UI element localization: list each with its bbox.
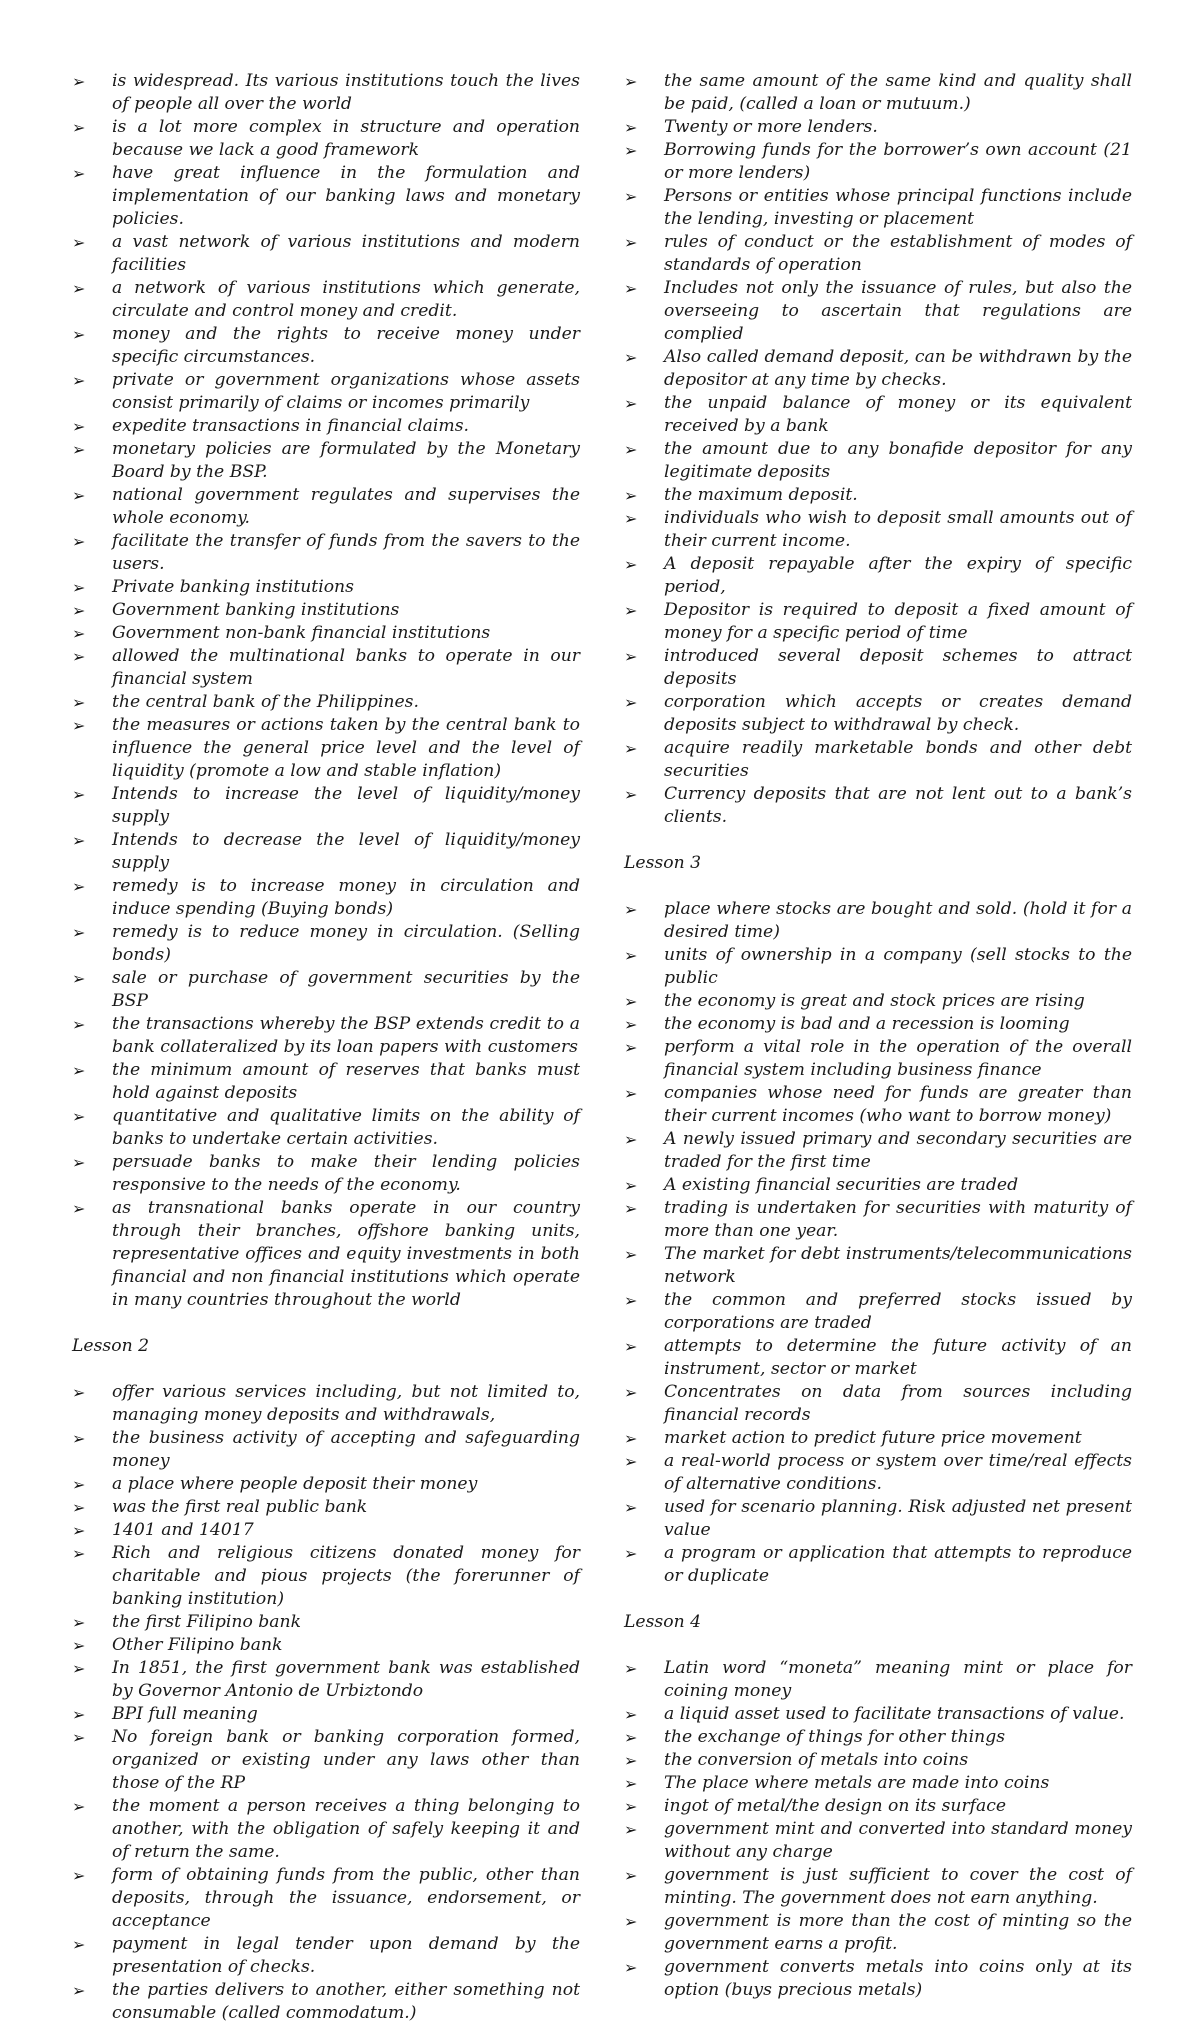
arrow-bullet-icon: ➢	[624, 1199, 638, 1218]
bullet-text: is widespread. Its various institutions touch the lives of people all over the world	[112, 71, 580, 114]
bullet-text: Persons or entities whose principal functions include the lending, investing or placement	[664, 186, 1132, 229]
bullet-item	[624, 484, 1132, 507]
bullet-item	[72, 1059, 580, 1105]
bullet-text: was the first real public bank	[112, 1497, 368, 1517]
bullet-text: Intends to increase the level of liquidity/money supply	[112, 784, 580, 827]
bullet-item	[624, 1427, 1132, 1450]
bullet-item	[624, 691, 1132, 737]
arrow-bullet-icon: ➢	[624, 900, 638, 919]
bullet-text: Intends to decrease the level of liquidity/money supply	[112, 830, 580, 873]
arrow-bullet-icon: ➢	[624, 1130, 638, 1149]
arrow-bullet-icon: ➢	[72, 923, 86, 942]
bullet-item	[72, 1013, 580, 1059]
arrow-bullet-icon: ➢	[72, 1429, 86, 1448]
bullet-item	[72, 691, 580, 714]
bullet-text: Concentrates on data from sources including financial records	[664, 1382, 1132, 1425]
bullet-text: rules of conduct or the establishment of modes of standards of operation	[664, 232, 1132, 275]
arrow-bullet-icon: ➢	[72, 969, 86, 988]
bullet-item	[72, 1197, 580, 1312]
bullet-item	[624, 70, 1132, 116]
bullet-item	[72, 1496, 580, 1519]
bullet-item	[624, 1818, 1132, 1864]
arrow-bullet-icon: ➢	[624, 233, 638, 252]
bullet-item	[72, 967, 580, 1013]
arrow-bullet-icon: ➢	[72, 1705, 86, 1724]
bullet-item	[624, 1795, 1132, 1818]
bullet-text: the exchange of things for other things	[664, 1727, 1006, 1747]
bullet-item	[624, 990, 1132, 1013]
bullet-text: attempts to determine the future activity of an instrument, sector or market	[664, 1336, 1132, 1379]
bullet-item	[72, 1151, 580, 1197]
bullet-list	[624, 1657, 1132, 2002]
bullet-item	[72, 1611, 580, 1634]
arrow-bullet-icon: ➢	[72, 440, 86, 459]
bullet-text: Government banking institutions	[112, 600, 400, 620]
bullet-item	[72, 277, 580, 323]
arrow-bullet-icon: ➢	[72, 601, 86, 620]
bullet-item	[72, 599, 580, 622]
arrow-bullet-icon: ➢	[624, 946, 638, 965]
bullet-text: government is more than the cost of minting so the government earns a profit.	[664, 1911, 1132, 1954]
bullet-text: have great influence in the formulation and implementation of our banking laws and monetary policies.	[112, 163, 580, 229]
arrow-bullet-icon: ➢	[72, 578, 86, 597]
arrow-bullet-icon: ➢	[72, 1728, 86, 1747]
bullet-item	[624, 645, 1132, 691]
bullet-item	[72, 116, 580, 162]
bullet-text: payment in legal tender upon demand by the presentation of checks.	[112, 1934, 580, 1977]
bullet-text: trading is undertaken for securities with maturity of more than one year.	[664, 1198, 1132, 1241]
arrow-bullet-icon: ➢	[72, 1636, 86, 1655]
arrow-bullet-icon: ➢	[72, 486, 86, 505]
bullet-item	[72, 231, 580, 277]
bullet-text: 1401 and 14017	[112, 1520, 254, 1540]
bullet-item	[624, 1657, 1132, 1703]
bullet-text: a place where people deposit their money	[112, 1474, 478, 1494]
arrow-bullet-icon: ➢	[624, 72, 638, 91]
lesson-2-section	[72, 1335, 580, 2025]
bullet-item	[624, 346, 1132, 392]
bullet-text: place where stocks are bought and sold. (hold it for a desired time)	[664, 899, 1132, 942]
bullet-item	[72, 1105, 580, 1151]
bullet-text: national government regulates and supervises the whole economy.	[112, 485, 580, 528]
bullet-text: the same amount of the same kind and quality shall be paid, (called a loan or mutuum.)	[664, 71, 1132, 114]
bullet-item	[72, 1703, 580, 1726]
bullet-text: Twenty or more lenders.	[664, 117, 878, 137]
arrow-bullet-icon: ➢	[72, 118, 86, 137]
arrow-bullet-icon: ➢	[72, 1544, 86, 1563]
bullet-text: monetary policies are formulated by the Monetary Board by the BSP.	[112, 439, 580, 482]
bullet-text: the business activity of accepting and safeguarding money	[112, 1428, 580, 1471]
arrow-bullet-icon: ➢	[72, 532, 86, 551]
bullet-text: perform a vital role in the operation of the overall financial system including business finance	[664, 1037, 1132, 1080]
bullet-item	[624, 1864, 1132, 1910]
arrow-bullet-icon: ➢	[72, 831, 86, 850]
bullet-text: Rich and religious citizens donated money for charitable and pious projects (the forerunner of banking institution)	[112, 1543, 580, 1609]
bullet-item	[72, 530, 580, 576]
arrow-bullet-icon: ➢	[72, 279, 86, 298]
bullet-item	[72, 1933, 580, 1979]
bullet-item	[624, 1542, 1132, 1588]
bullet-list	[624, 70, 1132, 829]
arrow-bullet-icon: ➢	[72, 1613, 86, 1632]
bullet-item	[624, 1335, 1132, 1381]
arrow-bullet-icon: ➢	[72, 1935, 86, 1954]
arrow-bullet-icon: ➢	[624, 1751, 638, 1770]
arrow-bullet-icon: ➢	[72, 1866, 86, 1885]
arrow-bullet-icon: ➢	[624, 785, 638, 804]
bullet-item	[72, 1634, 580, 1657]
arrow-bullet-icon: ➢	[624, 647, 638, 666]
arrow-bullet-icon: ➢	[72, 716, 86, 735]
bullet-item	[72, 1726, 580, 1795]
bullet-item	[624, 1013, 1132, 1036]
arrow-bullet-icon: ➢	[624, 1774, 638, 1793]
bullet-text: In 1851, the first government bank was established by Governor Antonio de Urbiztondo	[112, 1658, 580, 1701]
arrow-bullet-icon: ➢	[624, 1912, 638, 1931]
arrow-bullet-icon: ➢	[624, 1084, 638, 1103]
arrow-bullet-icon: ➢	[624, 141, 638, 160]
bullet-text: remedy is to increase money in circulation and induce spending (Buying bonds)	[112, 876, 580, 919]
bullet-item	[72, 1979, 580, 2025]
arrow-bullet-icon: ➢	[72, 1015, 86, 1034]
bullet-item	[624, 737, 1132, 783]
bullet-text: is a lot more complex in structure and operation because we lack a good framework	[112, 117, 580, 160]
arrow-bullet-icon: ➢	[624, 739, 638, 758]
arrow-bullet-icon: ➢	[624, 1291, 638, 1310]
arrow-bullet-icon: ➢	[72, 647, 86, 666]
bullet-item	[72, 1519, 580, 1542]
bullet-text: the minimum amount of reserves that banks must hold against deposits	[112, 1060, 580, 1103]
bullet-text: the central bank of the Philippines.	[112, 692, 419, 712]
arrow-bullet-icon: ➢	[72, 1797, 86, 1816]
bullet-text: acquire readily marketable bonds and other debt securities	[664, 738, 1132, 781]
arrow-bullet-icon: ➢	[624, 555, 638, 574]
bullet-item	[72, 829, 580, 875]
bullet-item	[624, 1450, 1132, 1496]
lesson-3-section	[624, 852, 1132, 1588]
bullet-item	[72, 323, 580, 369]
arrow-bullet-icon: ➢	[624, 118, 638, 137]
arrow-bullet-icon: ➢	[624, 1015, 638, 1034]
bullet-item	[72, 162, 580, 231]
arrow-bullet-icon: ➢	[72, 1107, 86, 1126]
arrow-bullet-icon: ➢	[624, 509, 638, 528]
arrow-bullet-icon: ➢	[72, 1153, 86, 1172]
bullet-text: private or government organizations whose assets consist primarily of claims or incomes primarily	[112, 370, 580, 413]
arrow-bullet-icon: ➢	[72, 417, 86, 436]
lesson-4-section	[624, 1611, 1132, 2002]
bullet-text: market action to predict future price movement	[664, 1428, 1082, 1448]
bullet-text: A newly issued primary and secondary securities are traded for the first time	[664, 1129, 1132, 1172]
lesson-heading: Lesson 3	[624, 853, 702, 873]
bullet-text: Government non-bank financial institutions	[112, 623, 491, 643]
arrow-bullet-icon: ➢	[72, 233, 86, 252]
bullet-item	[624, 1749, 1132, 1772]
bullet-item	[72, 1864, 580, 1933]
bullet-item	[624, 116, 1132, 139]
bullet-item	[624, 898, 1132, 944]
bullet-text: the unpaid balance of money or its equivalent received by a bank	[664, 393, 1132, 436]
bullet-text: a network of various institutions which generate, circulate and control money and credit.	[112, 278, 580, 321]
bullet-text: companies whose need for funds are greater than their current incomes (who want to borrow money)	[664, 1083, 1132, 1126]
bullet-text: the measures or actions taken by the central bank to influence the general price level and the level of liquidity (promote a low and stable inflation)	[112, 715, 580, 781]
arrow-bullet-icon: ➢	[72, 1498, 86, 1517]
arrow-bullet-icon: ➢	[624, 1337, 638, 1356]
bullet-text: expedite transactions in financial claims.	[112, 416, 469, 436]
bullet-text: a vast network of various institutions and modern facilities	[112, 232, 580, 275]
bullet-text: A deposit repayable after the expiry of specific period,	[664, 554, 1132, 597]
bullet-item	[72, 783, 580, 829]
bullet-text: the first Filipino bank	[112, 1612, 302, 1632]
bullet-text: Borrowing funds for the borrower’s own account (21 or more lenders)	[664, 140, 1132, 183]
bullet-item	[624, 1726, 1132, 1749]
bullet-item	[72, 921, 580, 967]
arrow-bullet-icon: ➢	[624, 187, 638, 206]
bullet-text: facilitate the transfer of funds from the savers to the users.	[112, 531, 580, 574]
bullet-list	[72, 1381, 580, 2025]
arrow-bullet-icon: ➢	[72, 1475, 86, 1494]
arrow-bullet-icon: ➢	[72, 624, 86, 643]
bullet-text: Latin word “moneta” meaning mint or place for coining money	[664, 1658, 1132, 1701]
arrow-bullet-icon: ➢	[72, 785, 86, 804]
bullet-item	[624, 1956, 1132, 2002]
bullet-text: Other Filipino bank	[112, 1635, 283, 1655]
bullet-item	[72, 875, 580, 921]
bullet-item	[72, 1795, 580, 1864]
bullet-item	[624, 1289, 1132, 1335]
bullet-item	[624, 1082, 1132, 1128]
arrow-bullet-icon: ➢	[624, 1383, 638, 1402]
arrow-bullet-icon: ➢	[624, 1866, 638, 1885]
bullet-text: quantitative and qualitative limits on the ability of banks to undertake certain activities.	[112, 1106, 580, 1149]
bullet-item	[72, 438, 580, 484]
bullet-item	[72, 369, 580, 415]
bullet-text: a liquid asset used to facilitate transactions of value.	[664, 1704, 1125, 1724]
bullet-item	[72, 1473, 580, 1496]
arrow-bullet-icon: ➢	[624, 1452, 638, 1471]
bullet-text: a real-world process or system over time/real effects of alternative conditions.	[664, 1451, 1132, 1494]
bullet-item	[624, 1036, 1132, 1082]
arrow-bullet-icon: ➢	[72, 1383, 86, 1402]
bullet-item	[624, 277, 1132, 346]
bullet-text: corporation which accepts or creates demand deposits subject to withdrawal by check.	[664, 692, 1132, 735]
bullet-item	[72, 1427, 580, 1473]
bullet-text: Includes not only the issuance of rules, but also the overseeing to ascertain that regulations are complied	[664, 278, 1132, 344]
bullet-text: the common and preferred stocks issued by corporations are traded	[664, 1290, 1132, 1333]
arrow-bullet-icon: ➢	[72, 325, 86, 344]
bullet-item	[72, 714, 580, 783]
arrow-bullet-icon: ➢	[624, 601, 638, 620]
arrow-bullet-icon: ➢	[624, 1797, 638, 1816]
arrow-bullet-icon: ➢	[72, 1199, 86, 1218]
bullet-text: The market for debt instruments/telecommunications network	[664, 1244, 1132, 1287]
bullet-item	[624, 1496, 1132, 1542]
bullet-text: the conversion of metals into coins	[664, 1750, 969, 1770]
bullet-item	[72, 1381, 580, 1427]
arrow-bullet-icon: ➢	[624, 1498, 638, 1517]
bullet-item	[72, 576, 580, 599]
arrow-bullet-icon: ➢	[72, 164, 86, 183]
arrow-bullet-icon: ➢	[624, 1659, 638, 1678]
bullet-item	[624, 1381, 1132, 1427]
bullet-item	[624, 1703, 1132, 1726]
bullet-text: money and the rights to receive money under specific circumstances.	[112, 324, 580, 367]
bullet-text: remedy is to reduce money in circulation. (Selling bonds)	[112, 922, 580, 965]
bullet-item	[624, 1243, 1132, 1289]
bullet-text: introduced several deposit schemes to attract deposits	[664, 646, 1132, 689]
arrow-bullet-icon: ➢	[624, 992, 638, 1011]
bullet-text: form of obtaining funds from the public, other than deposits, through the issuance, endorsement, or acceptance	[112, 1865, 580, 1931]
arrow-bullet-icon: ➢	[624, 1245, 638, 1264]
right-column	[624, 70, 1132, 2002]
arrow-bullet-icon: ➢	[624, 1544, 638, 1563]
arrow-bullet-icon: ➢	[624, 1038, 638, 1057]
bullet-item	[624, 507, 1132, 553]
bullet-item	[624, 139, 1132, 185]
arrow-bullet-icon: ➢	[624, 348, 638, 367]
bullet-text: the moment a person receives a thing belonging to another, with the obligation of safely keeping it and of return the same.	[112, 1796, 580, 1862]
bullet-text: the economy is great and stock prices are rising	[664, 991, 1085, 1011]
bullet-item	[624, 553, 1132, 599]
bullet-text: as transnational banks operate in our country through their branches, offshore banking units, representative offices and equity investments in both financial and non financial institutions which operate in many countries throughout the world	[112, 1198, 580, 1310]
arrow-bullet-icon: ➢	[72, 1981, 86, 2000]
arrow-bullet-icon: ➢	[624, 1176, 638, 1195]
bullet-text: government converts metals into coins only at its option (buys precious metals)	[664, 1957, 1132, 2000]
bullet-item	[624, 1910, 1132, 1956]
bullet-text: the parties delivers to another, either something not consumable (called commodatum.)	[112, 1980, 580, 2023]
bullet-item	[624, 392, 1132, 438]
arrow-bullet-icon: ➢	[72, 1659, 86, 1678]
bullet-text: Depositor is required to deposit a fixed amount of money for a specific period of time	[664, 600, 1132, 643]
bullet-item	[624, 185, 1132, 231]
bullet-text: government is just sufficient to cover the cost of minting. The government does not earn anything.	[664, 1865, 1132, 1908]
lesson-heading: Lesson 4	[624, 1612, 702, 1632]
bullet-item	[624, 944, 1132, 990]
arrow-bullet-icon: ➢	[72, 72, 86, 91]
bullet-text: the economy is bad and a recession is looming	[664, 1014, 1070, 1034]
lesson-heading: Lesson 2	[72, 1336, 150, 1356]
bullet-text: The place where metals are made into coins	[664, 1773, 1050, 1793]
bullet-item	[72, 415, 580, 438]
arrow-bullet-icon: ➢	[624, 1728, 638, 1747]
bullet-text: Private banking institutions	[112, 577, 354, 597]
bullet-text: sale or purchase of government securities by the BSP	[112, 968, 580, 1011]
bullet-item	[624, 783, 1132, 829]
arrow-bullet-icon: ➢	[72, 877, 86, 896]
bullet-text: the amount due to any bonafide depositor for any legitimate deposits	[664, 439, 1132, 482]
arrow-bullet-icon: ➢	[72, 1521, 86, 1540]
left-column	[72, 70, 580, 2025]
arrow-bullet-icon: ➢	[624, 279, 638, 298]
bullet-item	[624, 1174, 1132, 1197]
bullet-text: government mint and converted into standard money without any charge	[664, 1819, 1132, 1862]
bullet-item	[72, 484, 580, 530]
bullet-text: individuals who wish to deposit small amounts out of their current income.	[664, 508, 1132, 551]
bullet-text: ingot of metal/the design on its surface	[664, 1796, 1007, 1816]
bullet-item	[624, 1772, 1132, 1795]
bullet-text: allowed the multinational banks to operate in our financial system	[112, 646, 580, 689]
bullet-text: persuade banks to make their lending policies responsive to the needs of the economy.	[112, 1152, 580, 1195]
bullet-text: A existing financial securities are traded	[664, 1175, 1019, 1195]
bullet-text: units of ownership in a company (sell stocks to the public	[664, 945, 1132, 988]
arrow-bullet-icon: ➢	[72, 371, 86, 390]
bullet-text: a program or application that attempts to reproduce or duplicate	[664, 1543, 1132, 1586]
bullet-item	[72, 645, 580, 691]
arrow-bullet-icon: ➢	[624, 1958, 638, 1977]
bullet-item	[624, 599, 1132, 645]
arrow-bullet-icon: ➢	[624, 394, 638, 413]
bullet-item	[72, 1657, 580, 1703]
bullet-text: No foreign bank or banking corporation formed, organized or existing under any laws other than those of the RP	[112, 1727, 580, 1793]
bullet-text: used for scenario planning. Risk adjusted net present value	[664, 1497, 1132, 1540]
bullet-text: the maximum deposit.	[664, 485, 858, 505]
arrow-bullet-icon: ➢	[624, 486, 638, 505]
bullet-item	[624, 438, 1132, 484]
bullet-item	[72, 622, 580, 645]
bullet-item	[72, 70, 580, 116]
arrow-bullet-icon: ➢	[624, 1820, 638, 1839]
arrow-bullet-icon: ➢	[624, 440, 638, 459]
bullet-item	[72, 1542, 580, 1611]
arrow-bullet-icon: ➢	[72, 693, 86, 712]
bullet-item	[624, 1197, 1132, 1243]
arrow-bullet-icon: ➢	[624, 693, 638, 712]
bullet-list	[72, 70, 580, 1312]
bullet-item	[624, 1128, 1132, 1174]
bullet-text: Also called demand deposit, can be withdrawn by the depositor at any time by checks.	[664, 347, 1132, 390]
bullet-text: the transactions whereby the BSP extends credit to a bank collateralized by its loan papers with customers	[112, 1014, 580, 1057]
arrow-bullet-icon: ➢	[624, 1429, 638, 1448]
arrow-bullet-icon: ➢	[72, 1061, 86, 1080]
bullet-item	[624, 231, 1132, 277]
bullet-text: offer various services including, but not limited to, managing money deposits and withdrawals,	[112, 1382, 580, 1425]
bullet-list	[624, 898, 1132, 1588]
bullet-text: BPI full meaning	[112, 1704, 258, 1724]
bullet-text: Currency deposits that are not lent out to a bank’s clients.	[664, 784, 1132, 827]
arrow-bullet-icon: ➢	[624, 1705, 638, 1724]
